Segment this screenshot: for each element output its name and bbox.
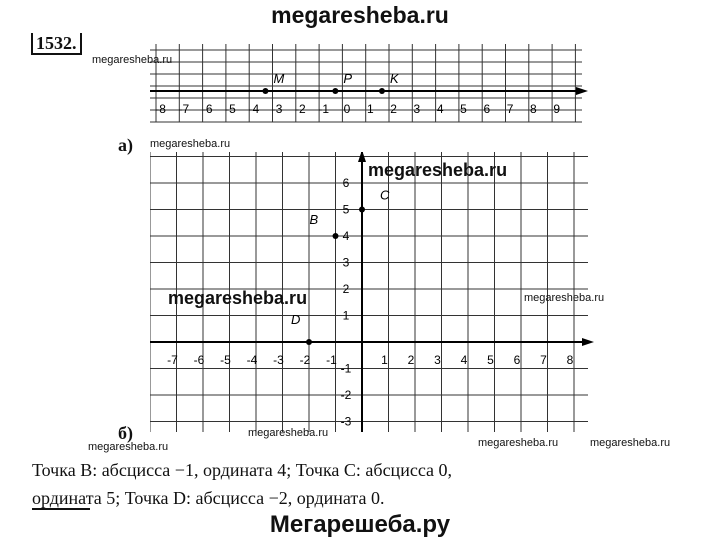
tick-label: -1 — [318, 102, 330, 116]
tick-label: 1 — [366, 102, 374, 116]
tick-label: 8 — [566, 353, 574, 367]
tick-label: 5 — [460, 102, 467, 116]
tick-label: 5 — [487, 353, 494, 367]
tick-label: 5 — [342, 202, 350, 217]
tick-label: 7 — [540, 353, 547, 367]
tick-label: 7 — [506, 102, 514, 116]
tick-label: -5 — [220, 353, 231, 367]
site-header: megaresheba.ru — [271, 2, 449, 28]
part-b-label: б) — [118, 423, 133, 443]
tick-label: -2 — [299, 353, 311, 367]
watermark: megaresheba.ru — [168, 288, 308, 308]
tick-label: -2 — [340, 388, 352, 402]
tick-label: 4 — [342, 229, 350, 243]
watermark: megaresheba.ru — [590, 437, 671, 449]
tick-label: -7 — [178, 102, 190, 116]
tick-label: -3 — [340, 414, 352, 429]
part-a-label: а) — [118, 135, 133, 155]
point-D — [306, 339, 312, 345]
tick-label: 3 — [342, 255, 350, 270]
point-label: C — [380, 187, 390, 203]
point-K — [379, 88, 385, 94]
tick-label: -4 — [246, 353, 258, 367]
tick-label: 2 — [342, 282, 350, 296]
answer-text — [32, 456, 702, 512]
watermark: megaresheba.ru — [478, 437, 559, 449]
y-axis-tick-labels — [341, 176, 352, 429]
watermark: megaresheba.ru — [150, 138, 231, 150]
tick-label: -3 — [273, 353, 284, 367]
point-label: M — [273, 71, 285, 86]
answer-line-2: ордината 5; Точка D: абсцисса −2, ордината 0. — [32, 488, 385, 508]
tick-label: 8 — [530, 102, 537, 116]
tick-label: 4 — [460, 353, 468, 367]
tick-label: -8 — [155, 102, 166, 116]
watermark: megaresheba.ru — [248, 427, 329, 439]
tick-label: 1 — [381, 353, 388, 367]
tick-label: -4 — [248, 102, 260, 116]
tick-label: -6 — [193, 353, 205, 367]
watermark: megaresheba.ru — [88, 441, 169, 453]
tick-label: -5 — [225, 102, 236, 116]
tick-label: -2 — [295, 102, 306, 116]
tick-label: -7 — [167, 353, 178, 367]
tick-label: 2 — [407, 353, 415, 367]
number-line-axis — [150, 87, 588, 95]
watermark: megaresheba.ru — [368, 160, 508, 180]
x-axis-tick-labels — [167, 353, 573, 367]
tick-label: -6 — [201, 102, 213, 116]
tick-label: 9 — [553, 102, 561, 116]
x-axis-arrow — [582, 338, 594, 346]
point-M — [262, 88, 268, 94]
tick-label: 4 — [436, 102, 444, 116]
tick-label: 0 — [343, 102, 351, 116]
tick-label: 2 — [390, 102, 397, 116]
axis-arrow — [576, 87, 588, 95]
point-label: B — [309, 212, 319, 227]
tick-label: 3 — [413, 102, 421, 116]
watermark: megaresheba.ru — [92, 54, 173, 66]
tick-label: 6 — [513, 353, 521, 367]
site-footer: Мегарешеба.ру — [269, 511, 451, 538]
tick-label: 3 — [434, 353, 441, 367]
tick-label: -3 — [271, 102, 283, 116]
tick-label: 6 — [483, 102, 491, 116]
tick-label: -1 — [326, 353, 337, 367]
problem-number: 1532. — [31, 33, 82, 55]
answer-line-1: Точка B: абсцисса −1, ордината 4; Точка C: абсцисса 0, — [32, 460, 453, 480]
tick-label: -1 — [340, 361, 352, 376]
number-line-chart — [150, 44, 590, 124]
tick-label: 6 — [342, 176, 350, 190]
point-C — [359, 207, 365, 213]
point-P — [332, 88, 338, 94]
point-label: D — [291, 312, 301, 327]
watermark: megaresheba.ru — [524, 292, 605, 304]
tick-label: 1 — [342, 308, 350, 323]
point-label: P — [343, 71, 353, 86]
footnote-rule — [32, 508, 90, 510]
number-line-tick-labels — [155, 102, 560, 116]
point-label: K — [389, 71, 399, 86]
coordinate-points — [291, 188, 390, 346]
point-B — [333, 233, 339, 239]
